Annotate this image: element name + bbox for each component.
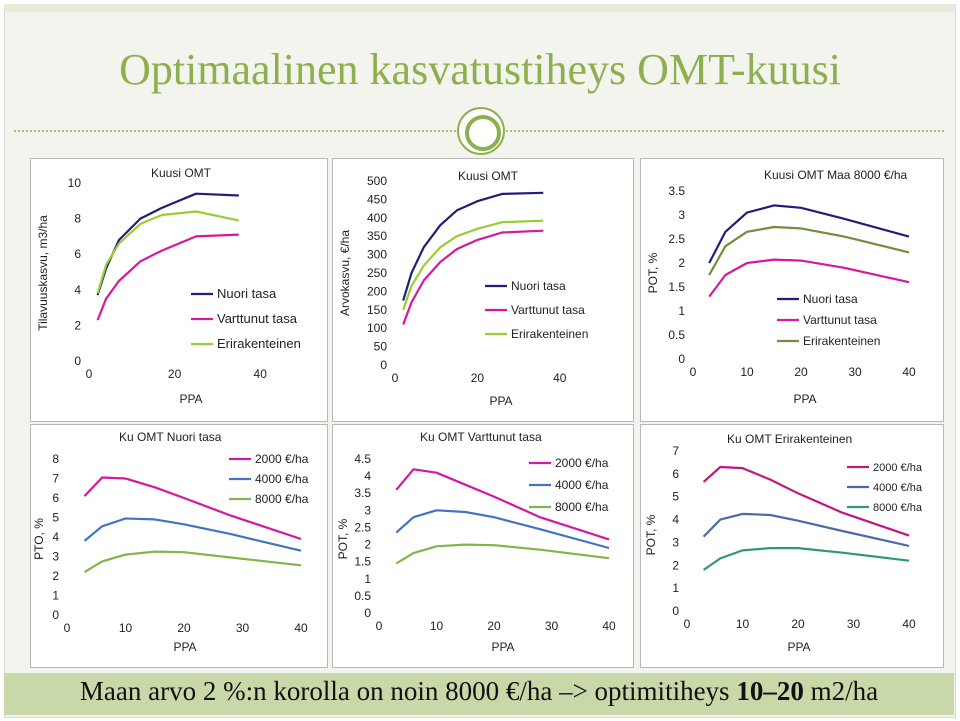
y-tick-label: 150	[366, 302, 387, 317]
y-tick-label: 1.5	[668, 280, 685, 294]
legend-label: Varttunut tasa	[217, 311, 297, 326]
y-tick-label: 0	[672, 604, 679, 618]
chart-svg	[641, 425, 943, 667]
legend-label: Erirakenteinen	[217, 336, 301, 351]
chart-svg	[31, 425, 327, 667]
y-tick-label: 4	[672, 512, 679, 527]
chart-title: Kuusi OMT Maa 8000 €/ha	[764, 168, 908, 182]
y-axis-label: POT, %	[646, 252, 660, 294]
chart-svg	[333, 159, 633, 421]
y-axis-label: POT, %	[644, 514, 658, 556]
chart-panel-tilavuuskasvu	[30, 158, 328, 422]
chart-title: Ku OMT Nuori tasa	[119, 430, 222, 444]
legend-label: Erirakenteinen	[511, 327, 589, 341]
legend-label: 8000 €/ha	[873, 502, 922, 514]
y-tick-label: 2	[52, 569, 59, 583]
y-tick-label: 0	[678, 352, 685, 366]
x-tick-label: 40	[294, 621, 308, 635]
chart-panel-varttunut-tasa	[332, 424, 634, 668]
chart-svg	[333, 425, 633, 667]
x-axis-label: PPA	[173, 640, 197, 654]
y-tick-label: 6	[74, 247, 81, 262]
y-tick-label: 4.5	[354, 452, 371, 466]
x-tick-label: 0	[689, 365, 697, 379]
y-tick-label: 0	[74, 354, 81, 368]
y-tick-label: 2.5	[354, 520, 371, 535]
series-line	[98, 235, 239, 321]
y-tick-label: 250	[366, 266, 387, 280]
chart-svg	[641, 159, 943, 421]
y-tick-label: 3.5	[668, 184, 685, 198]
y-tick-label: 450	[366, 192, 387, 207]
y-tick-label: 4	[52, 530, 59, 544]
series-line	[403, 221, 543, 310]
x-tick-label: 20	[791, 617, 805, 631]
legend-label: 4000 €/ha	[873, 482, 922, 494]
legend-label: 4000 €/ha	[255, 472, 309, 486]
chart-panel-pot-maa-8000	[640, 158, 944, 422]
y-tick-label: 1	[678, 304, 685, 318]
x-axis-label: PPA	[489, 394, 513, 408]
series-line	[85, 552, 302, 573]
series-line	[85, 478, 302, 540]
x-tick-label: 40	[902, 365, 916, 379]
top-stripe	[4, 4, 954, 12]
y-tick-label: 6	[52, 491, 59, 505]
y-tick-label: 50	[373, 339, 387, 354]
x-tick-label: 20	[177, 621, 191, 635]
x-tick-label: 0	[375, 619, 383, 633]
legend-label: Erirakenteinen	[803, 334, 881, 348]
x-tick-label: 30	[544, 619, 559, 633]
slide-title: Optimaalinen kasvatustiheys OMT-kuusi	[119, 45, 841, 94]
y-tick-label: 8	[74, 211, 81, 226]
x-axis-label: PPA	[179, 392, 203, 406]
x-tick-label: 0	[391, 371, 399, 385]
legend-label: 2000 €/ha	[873, 462, 922, 474]
y-tick-label: 7	[52, 471, 59, 486]
x-tick-label: 10	[735, 617, 750, 631]
x-tick-label: 0	[683, 617, 691, 631]
chart-title: Ku OMT Erirakenteinen	[727, 432, 853, 446]
y-tick-label: 0	[380, 358, 387, 372]
y-tick-label: 0	[364, 606, 371, 620]
y-tick-label: 5	[52, 510, 59, 525]
x-tick-label: 10	[118, 621, 133, 635]
y-tick-label: 8	[52, 452, 59, 466]
footer-text	[4, 676, 954, 707]
y-tick-label: 1	[672, 581, 679, 596]
x-tick-label: 10	[740, 365, 754, 379]
y-tick-label: 100	[366, 321, 387, 336]
x-axis-label: PPA	[491, 640, 515, 654]
y-tick-label: 0	[52, 608, 59, 622]
x-tick-label: 40	[553, 371, 567, 385]
y-axis-label: Tilavuuskasvu, m3/ha	[36, 215, 50, 331]
legend-label: 2000 €/ha	[555, 456, 609, 470]
x-tick-label: 20	[470, 371, 485, 385]
footer-text-start: Maan arvo 2 %:n korolla on noin 8000 €/ha –> optimitiheys	[79, 676, 737, 706]
y-tick-label: 2	[678, 256, 685, 270]
y-tick-label: 1	[364, 571, 371, 586]
y-tick-label: 2	[74, 318, 81, 333]
footer-text-bold: 10–20	[736, 676, 804, 706]
y-tick-label: 3	[364, 503, 371, 518]
y-tick-label: 2	[672, 558, 679, 573]
chart-title: Ku OMT Varttunut tasa	[420, 430, 542, 444]
y-tick-label: 0.5	[354, 588, 371, 603]
circle-ornament-icon	[457, 107, 505, 155]
y-tick-label: 3.5	[354, 486, 371, 501]
legend-label: Nuori tasa	[217, 286, 277, 301]
x-axis-label: PPA	[787, 640, 811, 654]
series-line	[85, 519, 302, 551]
x-tick-label: 0	[63, 621, 71, 635]
x-axis-label: PPA	[793, 392, 817, 406]
x-tick-label: 20	[794, 365, 808, 379]
chart-panel-nuori-tasa	[30, 424, 328, 668]
x-tick-label: 10	[429, 619, 444, 633]
y-axis-label: Arvokasvu, €/ha	[338, 229, 352, 317]
series-line	[396, 545, 609, 564]
y-tick-label: 5	[672, 489, 679, 504]
y-tick-label: 500	[366, 174, 387, 188]
legend-label: Nuori tasa	[803, 292, 858, 306]
x-tick-label: 30	[848, 365, 862, 379]
legend-label: Varttunut tasa	[511, 303, 585, 317]
footer-text-end: m2/ha	[803, 676, 879, 706]
y-tick-label: 10	[67, 176, 81, 190]
y-tick-label: 4	[364, 469, 371, 484]
y-tick-label: 1.5	[354, 554, 371, 569]
chart-panel-erirakenteinen	[640, 424, 944, 668]
y-tick-label: 400	[366, 210, 387, 225]
y-tick-label: 300	[366, 247, 387, 262]
x-tick-label: 40	[602, 619, 616, 633]
x-tick-label: 30	[235, 621, 250, 635]
y-tick-label: 3	[52, 549, 59, 564]
legend-label: 8000 €/ha	[555, 500, 609, 514]
x-tick-label: 40	[253, 367, 267, 381]
x-tick-label: 30	[846, 617, 861, 631]
series-line	[709, 205, 909, 263]
y-tick-label: 3	[678, 208, 685, 222]
y-tick-label: 350	[366, 229, 387, 244]
x-tick-label: 20	[487, 619, 501, 633]
legend-label: 2000 €/ha	[255, 452, 309, 466]
y-axis-label: PTO, %	[32, 518, 46, 560]
footer-bar	[4, 673, 954, 715]
legend-label: Nuori tasa	[511, 279, 566, 293]
chart-title: Kuusi OMT	[458, 169, 519, 183]
series-line	[704, 548, 909, 570]
x-tick-label: 0	[85, 367, 93, 381]
y-tick-label: 7	[672, 444, 679, 458]
x-tick-label: 40	[902, 617, 916, 631]
series-line	[704, 514, 909, 546]
legend-label: 8000 €/ha	[255, 492, 309, 506]
chart-panel-arvokasvu	[332, 158, 634, 422]
legend-label: 4000 €/ha	[555, 478, 609, 492]
chart-title: Kuusi OMT	[151, 166, 212, 180]
y-tick-label: 2	[364, 537, 371, 552]
x-tick-label: 20	[167, 367, 182, 381]
y-tick-label: 1	[52, 588, 59, 603]
y-tick-label: 3	[672, 535, 679, 550]
chart-svg	[31, 159, 327, 421]
legend-label: Varttunut tasa	[803, 313, 877, 327]
y-tick-label: 4	[74, 282, 81, 297]
y-axis-label: POT, %	[336, 518, 350, 560]
y-tick-label: 2.5	[668, 232, 685, 246]
y-tick-label: 6	[672, 466, 679, 481]
y-tick-label: 200	[366, 284, 387, 299]
y-tick-label: 0.5	[668, 328, 685, 342]
